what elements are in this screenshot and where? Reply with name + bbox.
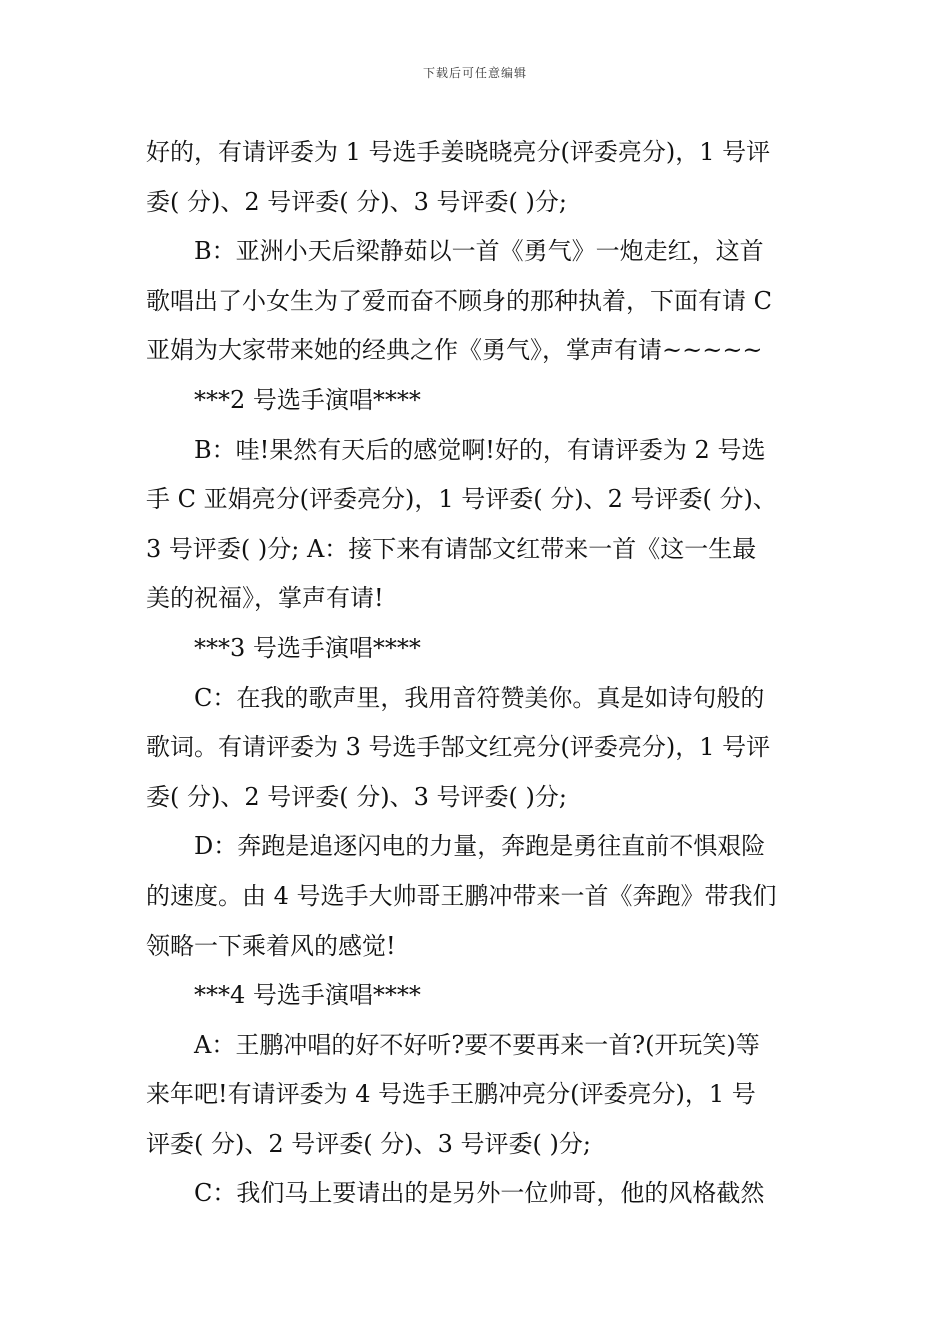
text-line: ***4 号选手演唱****	[194, 981, 421, 1010]
text-line: C：我们马上要请出的是另外一位帅哥，他的风格截然	[194, 1179, 765, 1208]
text-line: 领略一下乘着风的感觉!	[146, 931, 396, 960]
text-line: B：亚洲小天后梁静茹以一首《勇气》一炮走红，这首	[194, 237, 764, 266]
text-line: 评委( 分)、2 号评委( 分)、3 号评委( )分;	[146, 1129, 591, 1158]
text-line: A：王鹏冲唱的好不好听?要不要再来一首?(开玩笑)等	[194, 1030, 760, 1059]
text-line: 委( 分)、2 号评委( 分)、3 号评委( )分;	[146, 187, 567, 216]
text-line: 亚娟为大家带来她的经典之作《勇气》，掌声有请~~~~~	[146, 336, 763, 365]
text-line: 来年吧!有请评委为 4 号选手王鹏冲亮分(评委亮分)，1 号	[146, 1080, 756, 1109]
text-line: ***3 号选手演唱****	[194, 633, 421, 662]
text-line: B：哇!果然有天后的感觉啊!好的，有请评委为 2 号选	[194, 435, 766, 464]
text-line: 委( 分)、2 号评委( 分)、3 号评委( )分;	[146, 782, 567, 811]
text-line: ***2 号选手演唱****	[194, 385, 421, 414]
text-line: 手 C 亚娟亮分(评委亮分)，1 号评委( 分)、2 号评委( 分)、	[146, 485, 777, 514]
text-line: 的速度。由 4 号选手大帅哥王鹏冲带来一首《奔跑》带我们	[146, 881, 777, 910]
text-line: 3 号评委( )分; A：接下来有请郜文红带来一首《这一生最	[146, 534, 757, 563]
text-line: D：奔跑是追逐闪电的力量，奔跑是勇往直前不惧艰险	[194, 832, 766, 861]
text-line: 好的，有请评委为 1 号选手姜晓晓亮分(评委亮分)，1 号评	[146, 138, 771, 166]
text-line: 歌唱出了小女生为了爱而奋不顾身的那种执着，下面有请 C	[146, 286, 772, 315]
document-body	[146, 128, 818, 1219]
text-line: 美的祝福》，掌声有请!	[146, 584, 384, 613]
text-line: 歌词。有请评委为 3 号选手郜文红亮分(评委亮分)，1 号评	[146, 733, 771, 762]
text-line: C：在我的歌声里，我用音符赞美你。真是如诗句般的	[194, 683, 765, 712]
page-header: 下载后可任意编辑	[422, 66, 527, 80]
